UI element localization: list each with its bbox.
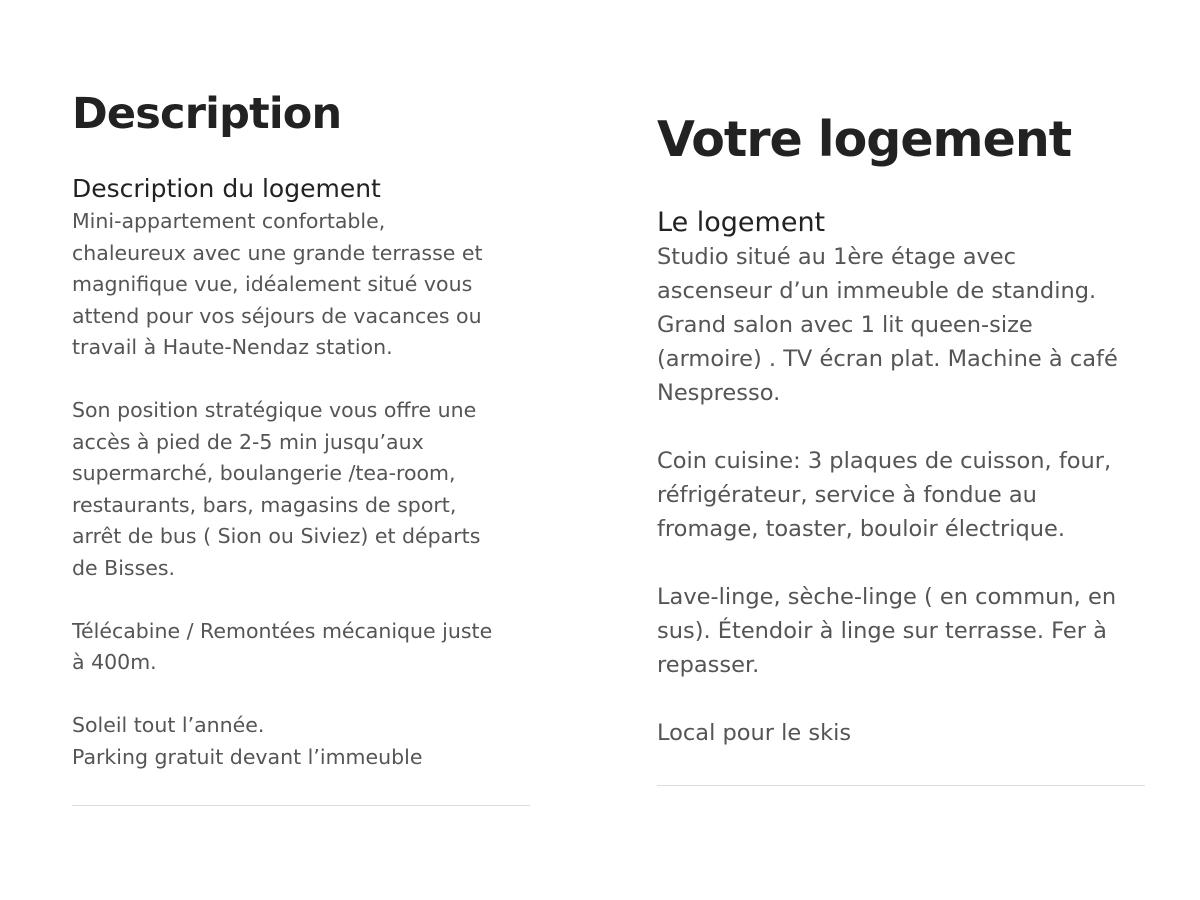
description-title: Description (72, 89, 342, 139)
accommodation-divider (657, 785, 1145, 786)
accommodation-panel (657, 110, 1145, 786)
description-subtitle: Description du logement (72, 174, 381, 203)
description-body: Mini-appartement confortable, chaleureux avec une grande terrasse et magnifique vue, idéalement situé vous attend pour vos séjours de vacances ou travail à Haute-Nendaz station. Son position stratégique vous offre une accès à pied de 2-5 min jusqu’aux supermarché, boulangerie /tea-room, restaurants, bars, magasins de sport, arrêt de bus ( Sion ou Siviez) et départs de Bisses. Télécabine / Remontées mécanique juste à 400m. Soleil tout l’année. Parking gratuit devant l’immeuble (72, 209, 493, 769)
accommodation-subtitle: Le logement (657, 207, 826, 238)
description-panel (72, 86, 530, 806)
description-divider (72, 805, 530, 806)
accommodation-body: Studio situé au 1ère étage avec ascenseur d’un immeuble de standing. Grand salon avec 1 lit queen-size (armoire) . TV écran plat. Machine à café Nespresso. Coin cuisine: 3 plaques de cuisson, four, réfrigérateur, service à fondue au fromage, toaster, bouloir électrique. Lave-linge, sèche-linge ( en commun, en sus). Étendoir à linge sur terrasse. Fer à repasser. Local pour le skis (657, 244, 1118, 746)
accommodation-title: Votre logement (657, 111, 1072, 168)
